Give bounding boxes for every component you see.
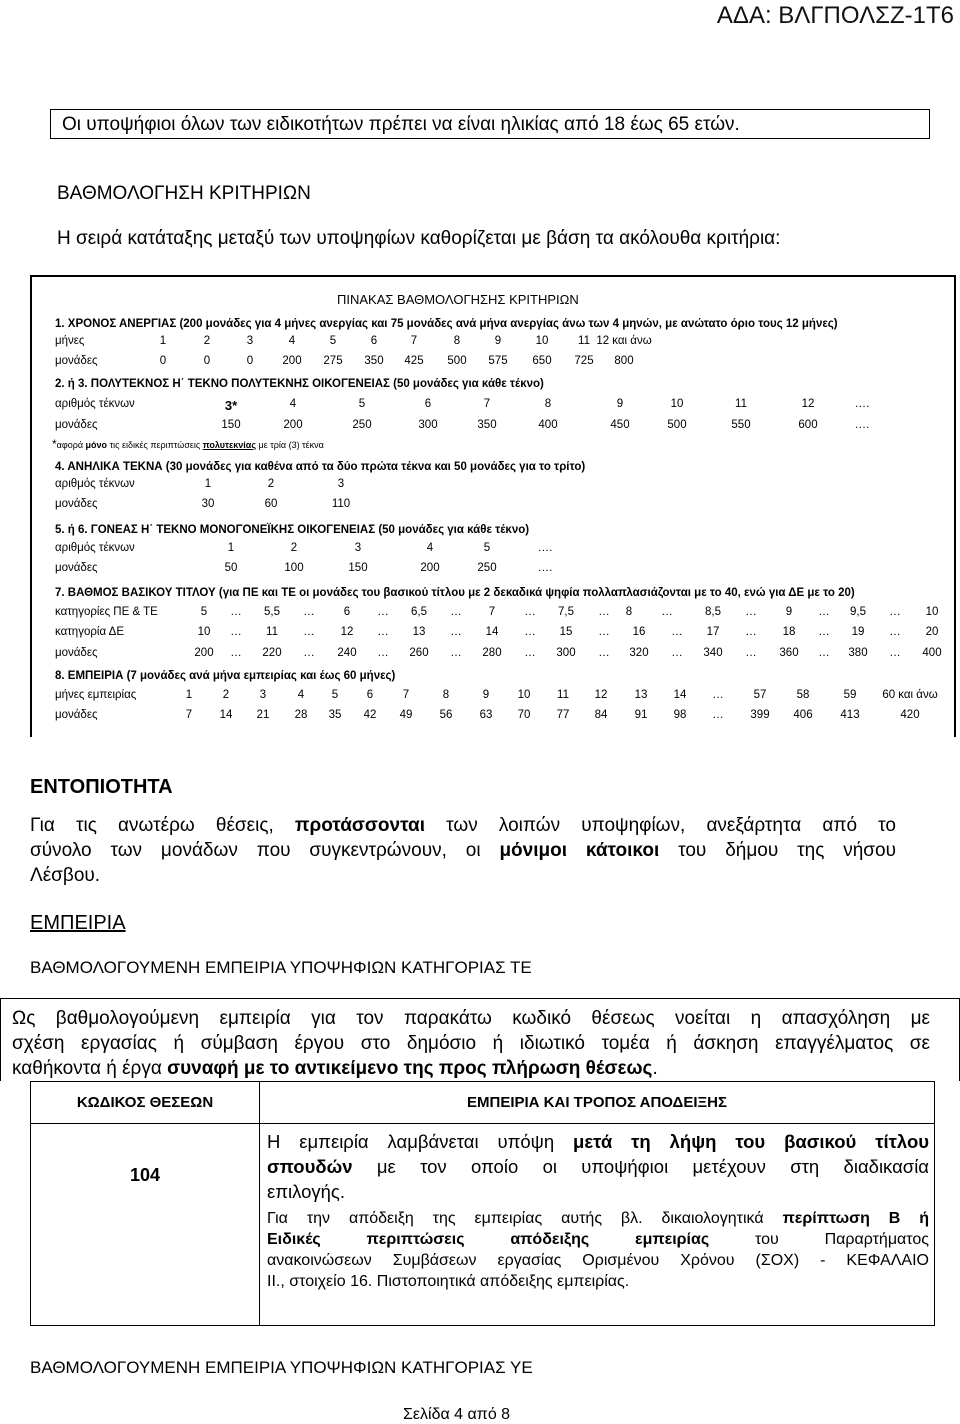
- proof-l1: [267, 1208, 929, 1229]
- s7r3-cell-0: 200: [194, 647, 214, 659]
- s7r3-cell-18: 380: [848, 647, 868, 659]
- s7r1-cell-20: 10: [925, 606, 939, 618]
- s8r2-cell-11: 84: [594, 709, 608, 721]
- experience-desc-cell: [259, 1123, 935, 1326]
- s7r2-cell-19: …: [889, 626, 901, 638]
- s1-heading: 1. ΧΡΟΝΟΣ ΑΝΕΡΓΙΑΣ (200 μονάδες για 4 μήνες ανεργίας και 75 μονάδες ανά μήνα ανεργίας άνω των 4 μηνών, με ανώτατο όριο τους 12 μήνες): [55, 318, 838, 330]
- s8r1-cell-16: 58: [796, 689, 810, 701]
- col-header-experience: [259, 1081, 935, 1124]
- s2-note-c: τις ειδικές περιπτώσεις: [107, 440, 203, 450]
- s7r2-cell-0: 10: [197, 626, 211, 638]
- s1r1-cell-5: 6: [370, 335, 378, 347]
- s8r2-cell-13: 98: [673, 709, 687, 721]
- s1r1-cell-9: 10: [535, 335, 549, 347]
- s7r1-cell-1: …: [230, 606, 242, 618]
- s8r2-cell-7: 56: [439, 709, 453, 721]
- s8r2-cell-1: 14: [219, 709, 233, 721]
- s7r3-cell-1: …: [230, 647, 242, 659]
- s1r2-cell-0: 0: [159, 355, 167, 367]
- s8r1-cell-14: …: [712, 689, 724, 701]
- s1r1-cell-4: 5: [329, 335, 337, 347]
- s1r1-cell-11: 12 και άνω: [596, 335, 652, 347]
- exp-p3b: συναφή με το αντικείμενο της προς πλήρωση θέσεως: [167, 1058, 653, 1079]
- s1r2-cell-2: 0: [246, 355, 254, 367]
- s7r2-cell-15: …: [745, 626, 757, 638]
- s7r2-cell-2: 11: [266, 626, 278, 638]
- scoring-intro: Η σειρά κατάταξης μεταξύ των υποψηφίων καθορίζεται με βάση τα ακόλουθα κριτήρια:: [57, 228, 781, 249]
- s8r2-cell-8: 63: [479, 709, 493, 721]
- s7r2-cell-6: 13: [412, 626, 426, 638]
- s8r2-cell-9: 70: [517, 709, 531, 721]
- s7r2-cell-11: …: [598, 626, 610, 638]
- desc-l2: [267, 1154, 929, 1179]
- s2-note-e: με τρία (3) τέκνα: [256, 440, 324, 450]
- locality-l1b: προτάσσονται: [294, 815, 426, 836]
- s5r1-cell-1: 2: [290, 542, 298, 554]
- s2-note-a: αφορά: [56, 440, 86, 450]
- s7r1-cell-3: …: [303, 606, 315, 618]
- desc-l2a: σπουδών: [267, 1156, 353, 1177]
- s1r2-cell-8: 575: [488, 355, 508, 367]
- s7r2-cell-16: 18: [782, 626, 796, 638]
- s2-note-b: μόνο: [85, 440, 108, 450]
- s2r2-cell-4: 350: [477, 419, 497, 431]
- s1r1-cell-10: 11: [578, 335, 590, 347]
- s1r2-cell-4: 275: [323, 355, 343, 367]
- s1r1-cell-3: 4: [288, 335, 296, 347]
- col2-label: ΕΜΠΕΙΡΙΑ ΚΑΙ ΤΡΟΠΟΣ ΑΠΟΔΕΙΞΗΣ: [467, 1094, 727, 1111]
- s5-row1-label: αριθμός τέκνων: [55, 542, 135, 554]
- s8r1-cell-1: 2: [222, 689, 230, 701]
- s1r2-cell-5: 350: [364, 355, 384, 367]
- criteria-title: ΠΙΝΑΚΑΣ ΒΑΘΜΟΛΟΓΗΣΗΣ ΚΡΙΤΗΡΙΩΝ: [337, 292, 579, 307]
- s7-heading: 7. ΒΑΘΜΟΣ ΒΑΣΙΚΟΥ ΤΙΤΛΟΥ (για ΠΕ και ΤΕ οι μονάδες του βασικού τίτλου με 2 δεκαδικά ψηφία πολλαπλασιάζονται με το 40, ενώ για ΔΕ με το 20): [55, 587, 855, 599]
- s7r3-cell-4: 240: [337, 647, 357, 659]
- s1r1-cell-0: 1: [159, 335, 167, 347]
- s7r2-cell-18: 19: [851, 626, 865, 638]
- s7r1-cell-11: …: [598, 606, 610, 618]
- experience-intro-cell: [0, 998, 960, 1081]
- s8r2-cell-3: 28: [294, 709, 308, 721]
- desc-l2b: με τον οποίο οι υποψήφιοι μετέχουν στη διαδικασία: [352, 1156, 929, 1177]
- s8r2-cell-16: 406: [793, 709, 813, 721]
- s7r3-cell-17: …: [818, 647, 830, 659]
- s8r2-cell-15: 399: [750, 709, 770, 721]
- s7r3-cell-14: 340: [703, 647, 723, 659]
- experience-proof: [267, 1208, 929, 1292]
- s2-note-star: *: [52, 437, 57, 451]
- s8r1-cell-0: 1: [185, 689, 193, 701]
- proof-l3: ανακοινώσεων Συμβάσεων εργασίας Ορισμένου Χρόνου (ΣΟΧ) - ΚΕΦΑΛΑΙΟ: [267, 1252, 929, 1269]
- s2r2-cell-3: 300: [418, 419, 438, 431]
- s7r1-cell-9: …: [524, 606, 536, 618]
- s4-row1-label: αριθμός τέκνων: [55, 478, 135, 490]
- s4r2-cell-2: 110: [331, 498, 351, 510]
- s5r2-cell-5: ….: [537, 562, 553, 574]
- s7r2-cell-3: …: [303, 626, 315, 638]
- s1-row1-label: μήνες: [55, 335, 85, 347]
- s8r1-cell-10: 11: [557, 689, 569, 701]
- position-code: 104: [129, 1165, 161, 1185]
- s7r2-cell-9: …: [524, 626, 536, 638]
- s2-heading: 2. ή 3. ΠΟΛΥΤΕΚΝΟΣ Η΄ ΤΕΚΝΟ ΠΟΛΥΤΕΚΝΗΣ ΟΙΚΟΓΕΝΕΙΑΣ (50 μονάδες για κάθε τέκνο): [55, 378, 544, 390]
- s7r1-cell-10: 7,5: [558, 606, 574, 618]
- proof-l1b: περίπτωση Β ή: [782, 1210, 930, 1227]
- s1r2-cell-7: 500: [447, 355, 467, 367]
- s7r1-cell-13: …: [661, 606, 673, 618]
- s1r1-cell-2: 3: [246, 335, 254, 347]
- s8r2-cell-12: 91: [634, 709, 648, 721]
- s7r3-cell-12: 320: [629, 647, 649, 659]
- s5r1-cell-0: 1: [227, 542, 235, 554]
- s4-row2-label: μονάδες: [55, 498, 98, 510]
- s2r1-cell-0: 3*: [224, 398, 238, 413]
- s7r1-cell-7: …: [450, 606, 462, 618]
- desc-l1: [267, 1129, 929, 1154]
- s5r1-cell-5: ….: [537, 542, 553, 554]
- s2r2-cell-1: 200: [283, 419, 303, 431]
- s7r3-cell-7: …: [450, 647, 462, 659]
- locality-line-2: [30, 838, 896, 863]
- s7r3-cell-16: 360: [779, 647, 799, 659]
- s8r1-cell-12: 13: [634, 689, 648, 701]
- s5r2-cell-4: 250: [477, 562, 497, 574]
- locality-heading: ΕΝΤΟΠΙΟΤΗΤΑ: [30, 776, 173, 798]
- exp-p2: σχέση εργασίας ή σύμβαση έργου στο δημόσιο ή ιδιωτικό τομέα ή άσκηση επαγγέλματος σε: [12, 1033, 930, 1054]
- criteria-frame: [30, 275, 956, 737]
- s5r1-cell-2: 3: [354, 542, 362, 554]
- exp-p3a: καθήκοντα ή έργα: [12, 1058, 168, 1079]
- s8r1-cell-11: 12: [594, 689, 608, 701]
- s8-row1-label: μήνες εμπειρίας: [55, 689, 137, 701]
- s7r3-cell-13: …: [671, 647, 683, 659]
- s7r2-cell-14: 17: [706, 626, 720, 638]
- s8r1-cell-15: 57: [753, 689, 767, 701]
- s8r1-cell-17: 59: [843, 689, 857, 701]
- s8r1-cell-4: 5: [331, 689, 339, 701]
- s8r2-cell-18: 420: [900, 709, 920, 721]
- s8r2-cell-5: 42: [363, 709, 377, 721]
- te-heading: ΒΑΘΜΟΛΟΓΟΥΜΕΝΗ ΕΜΠΕΙΡΙΑ ΥΠΟΨΗΦΙΩΝ ΚΑΤΗΓΟΡΙΑΣ ΤΕ: [30, 958, 532, 977]
- s8r1-cell-3: 4: [297, 689, 305, 701]
- s8r1-cell-18: 60 και άνω: [882, 689, 938, 701]
- s5r1-cell-4: 5: [483, 542, 491, 554]
- s7r2-cell-13: …: [671, 626, 683, 638]
- s7r2-cell-8: 14: [485, 626, 499, 638]
- s7r1-cell-16: 9: [785, 606, 793, 618]
- s4r1-cell-2: 3: [337, 478, 345, 490]
- s8r1-cell-13: 14: [673, 689, 687, 701]
- s7r2-cell-20: 20: [925, 626, 939, 638]
- s7r1-cell-8: 7: [488, 606, 496, 618]
- s8r2-cell-6: 49: [399, 709, 413, 721]
- s7r1-cell-5: …: [377, 606, 389, 618]
- s2-row1-label: αριθμός τέκνων: [55, 398, 135, 410]
- s4r2-cell-0: 30: [201, 498, 215, 510]
- proof-l2: [267, 1229, 929, 1250]
- s1r2-cell-10: 725: [574, 355, 594, 367]
- experience-heading: ΕΜΠΕΙΡΙΑ: [30, 912, 126, 934]
- proof-l2b: του Παραρτήματος: [709, 1231, 929, 1248]
- locality-line-3: Λέσβου.: [30, 865, 101, 886]
- s2r1-cell-3: 6: [424, 398, 432, 410]
- s2r1-cell-2: 5: [358, 398, 366, 410]
- s7r1-cell-19: …: [889, 606, 901, 618]
- s2r1-cell-6: 9: [616, 398, 624, 410]
- s1r2-cell-1: 0: [203, 355, 211, 367]
- s1r2-cell-3: 200: [282, 355, 302, 367]
- s2r2-cell-7: 500: [667, 419, 687, 431]
- s5r1-cell-3: 4: [426, 542, 434, 554]
- s2r2-cell-6: 450: [610, 419, 630, 431]
- s7r2-cell-7: …: [450, 626, 462, 638]
- scoring-heading: ΒΑΘΜΟΛΟΓΗΣΗ ΚΡΙΤΗΡΙΩΝ: [57, 183, 311, 204]
- s8r2-cell-0: 7: [185, 709, 193, 721]
- desc-l1a: Η εμπειρία λαμβάνεται υπόψη: [267, 1131, 574, 1152]
- s2r2-cell-5: 400: [538, 419, 558, 431]
- s1r1-cell-6: 7: [410, 335, 418, 347]
- s7r2-cell-10: 15: [559, 626, 573, 638]
- locality-l2b: μόνιμοι κάτοικοι: [499, 840, 660, 861]
- s2r1-cell-8: 11: [735, 398, 747, 410]
- s7r1-cell-0: 5: [200, 606, 208, 618]
- s2r2-cell-9: 600: [798, 419, 818, 431]
- s4r1-cell-0: 1: [204, 478, 212, 490]
- s2-note: [52, 437, 324, 451]
- s8r2-cell-17: 413: [840, 709, 860, 721]
- s7r3-cell-3: …: [303, 647, 315, 659]
- locality-line-1: [30, 813, 896, 838]
- s8r2-cell-14: …: [712, 709, 724, 721]
- s7r3-cell-6: 260: [409, 647, 429, 659]
- locality-text: [30, 813, 896, 888]
- proof-l1a: Για την απόδειξη της εμπειρίας αυτής βλ. δικαιολογητικά: [267, 1210, 783, 1227]
- s1r1-cell-7: 8: [453, 335, 461, 347]
- code-cell: [30, 1123, 260, 1326]
- s8r1-cell-6: 7: [402, 689, 410, 701]
- exp-p1: Ως βαθμολογούμενη εμπειρία για τον παρακάτω κωδικό θέσεως νοείται η απασχόληση με: [12, 1008, 930, 1029]
- s1r2-cell-11: 800: [614, 355, 634, 367]
- s2r2-cell-10: ….: [854, 419, 870, 431]
- s7r1-cell-15: …: [745, 606, 757, 618]
- s2r1-cell-7: 10: [670, 398, 684, 410]
- locality-l1c: των λοιπών υποψηφίων, ανεξάρτητα από το: [425, 815, 896, 836]
- s7r3-cell-19: …: [889, 647, 901, 659]
- s7r2-cell-12: 16: [632, 626, 646, 638]
- proof-l4: ΙΙ., στοιχείο 16. Πιστοποιητικά απόδειξης εμπειρίας.: [267, 1273, 630, 1290]
- s4-heading: 4. ΑΝΗΛΙΚΑ ΤΕΚΝΑ (30 μονάδες για καθένα από τα δύο πρώτα τέκνα και 50 μονάδες για το τρίτο): [55, 461, 586, 473]
- s2r2-cell-2: 250: [352, 419, 372, 431]
- age-notice-box: [50, 109, 930, 139]
- ye-heading: ΒΑΘΜΟΛΟΓΟΥΜΕΝΗ ΕΜΠΕΙΡΙΑ ΥΠΟΨΗΦΙΩΝ ΚΑΤΗΓΟΡΙΑΣ ΥΕ: [30, 1358, 533, 1377]
- s7r3-cell-2: 220: [262, 647, 282, 659]
- s2r2-cell-8: 550: [731, 419, 751, 431]
- s7r1-cell-6: 6,5: [411, 606, 427, 618]
- s1r2-cell-9: 650: [532, 355, 552, 367]
- s5-heading: 5. ή 6. ΓΟΝΕΑΣ Η΄ ΤΕΚΝΟ ΜΟΝΟΓΟΝΕΪΚΗΣ ΟΙΚΟΓΕΝΕΙΑΣ (50 μονάδες για κάθε τέκνο): [55, 524, 530, 536]
- age-notice: Οι υποψήφιοι όλων των ειδικοτήτων πρέπει να είναι ηλικίας από 18 έως 65 ετών.: [62, 114, 740, 135]
- s7r2-cell-17: …: [818, 626, 830, 638]
- s5r2-cell-1: 100: [284, 562, 304, 574]
- s5-row2-label: μονάδες: [55, 562, 98, 574]
- desc-l1b: μετά τη λήψη του βασικού τίτλου: [573, 1131, 930, 1152]
- s8r1-cell-2: 3: [259, 689, 267, 701]
- s4r2-cell-1: 60: [264, 498, 278, 510]
- s8r1-cell-7: 8: [442, 689, 450, 701]
- s7r1-cell-4: 6: [343, 606, 351, 618]
- col1-label: ΚΩΔΙΚΟΣ ΘΕΣΕΩΝ: [76, 1094, 214, 1111]
- s7r3-cell-20: 400: [922, 647, 942, 659]
- s7-row1-label: κατηγορίες ΠΕ & ΤΕ: [55, 606, 158, 618]
- s7-row2-label: κατηγορία ΔΕ: [55, 626, 124, 638]
- s1r2-cell-6: 425: [404, 355, 424, 367]
- s2-note-d: πολυτεκνίας: [202, 440, 257, 450]
- s2r1-cell-9: 12: [801, 398, 815, 410]
- experience-table: [0, 998, 960, 1326]
- s7r3-cell-8: 280: [482, 647, 502, 659]
- locality-l2a: σύνολο των μονάδων που συγκεντρώνουν, οι: [30, 840, 500, 861]
- s7r1-cell-2: 5,5: [264, 606, 280, 618]
- s7r3-cell-5: …: [377, 647, 389, 659]
- s5r2-cell-2: 150: [348, 562, 368, 574]
- s2r1-cell-10: ….: [854, 398, 870, 410]
- s7r3-cell-10: 300: [556, 647, 576, 659]
- s7-row3-label: μονάδες: [55, 647, 98, 659]
- ada-code: ΑΔΑ: ΒΛΓΠΟΛΣΖ-1Τ6: [716, 2, 954, 29]
- s8-row2-label: μονάδες: [55, 709, 98, 721]
- experience-intro: [12, 1006, 930, 1081]
- s7r2-cell-5: …: [377, 626, 389, 638]
- exp-p3c: .: [652, 1058, 658, 1079]
- s4r1-cell-1: 2: [267, 478, 275, 490]
- s1r1-cell-8: 9: [494, 335, 502, 347]
- s7r1-cell-14: 8,5: [705, 606, 721, 618]
- s7r2-cell-4: 12: [340, 626, 354, 638]
- desc-l3: επιλογής.: [267, 1181, 345, 1202]
- s2r1-cell-5: 8: [544, 398, 552, 410]
- s7r1-cell-18: 9,5: [850, 606, 866, 618]
- s8r2-cell-4: 35: [328, 709, 342, 721]
- s2-row2-label: μονάδες: [55, 419, 98, 431]
- s1r1-cell-1: 2: [203, 335, 211, 347]
- s8r1-cell-9: 10: [517, 689, 531, 701]
- s8r2-cell-10: 77: [556, 709, 570, 721]
- s2r1-cell-4: 7: [483, 398, 491, 410]
- s2r2-cell-0: 150: [221, 419, 241, 431]
- s2r1-cell-1: 4: [289, 398, 297, 410]
- s8r2-cell-2: 21: [256, 709, 270, 721]
- s7r3-cell-9: …: [524, 647, 536, 659]
- s8r1-cell-5: 6: [366, 689, 374, 701]
- s1-row2-label: μονάδες: [55, 355, 98, 367]
- col-header-code: [30, 1081, 260, 1124]
- s8-heading: 8. ΕΜΠΕΙΡΙΑ (7 μονάδες ανά μήνα εμπειρίας και έως 60 μήνες): [55, 670, 396, 682]
- s5r2-cell-3: 200: [420, 562, 440, 574]
- proof-l2a: Ειδικές περιπτώσεις απόδειξης εμπειρίας: [267, 1231, 710, 1248]
- s7r3-cell-11: …: [598, 647, 610, 659]
- s7r2-cell-1: …: [230, 626, 242, 638]
- s5r2-cell-0: 50: [224, 562, 238, 574]
- experience-desc: [267, 1129, 929, 1204]
- s8r1-cell-8: 9: [482, 689, 490, 701]
- locality-l2c: του δήμου της νήσου: [659, 840, 896, 861]
- s7r3-cell-15: …: [745, 647, 757, 659]
- exp-p3: [12, 1056, 930, 1081]
- s7r1-cell-12: 8: [625, 606, 633, 618]
- s7r1-cell-17: …: [818, 606, 830, 618]
- page-number: Σελίδα 4 από 8: [403, 1406, 511, 1423]
- locality-l1a: Για τις ανωτέρω θέσεις,: [30, 815, 295, 836]
